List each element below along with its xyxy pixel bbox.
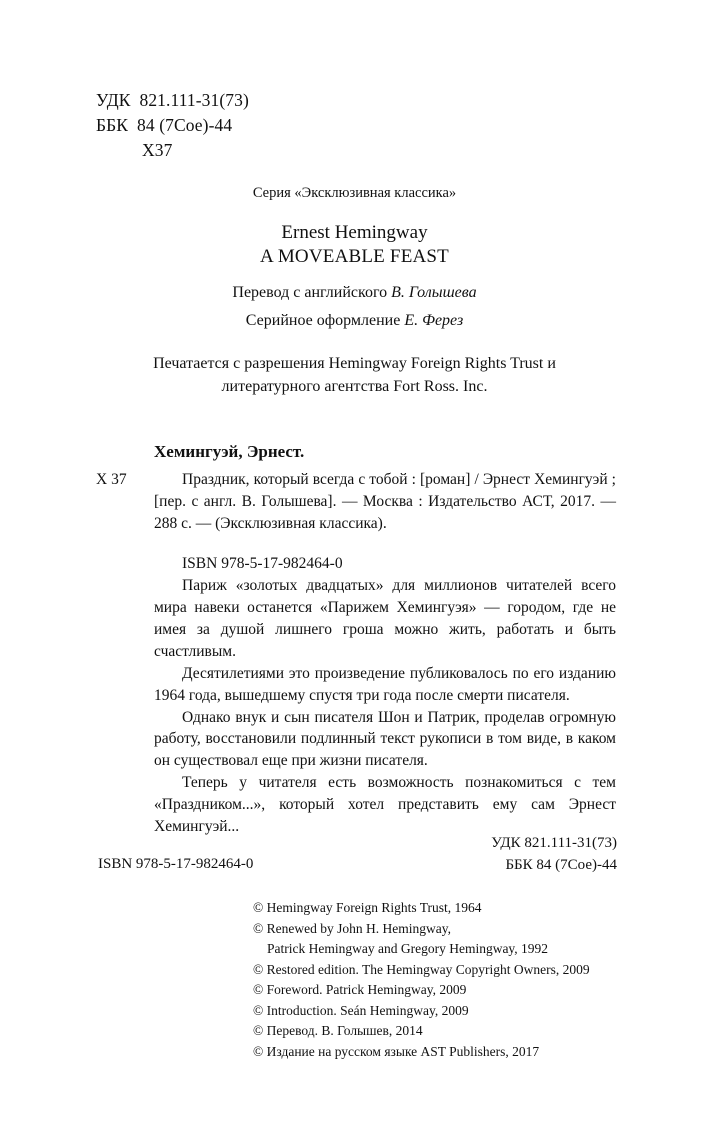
rights-statement (0, 352, 709, 398)
copyright-line-3: Patrick Hemingway and Gregory Hemingway, 1992 (267, 941, 549, 957)
copyright-line-7: © Перевод. В. Голышев, 2014 (253, 1023, 423, 1039)
record-sigla: Х 37 (96, 471, 127, 489)
translation-label: Перевод с английского (232, 284, 392, 301)
record-isbn: ISBN 978-5-17-982464-0 (182, 555, 343, 573)
copyright-line-2: © Renewed by John H. Hemingway, (253, 920, 451, 936)
title-group (0, 185, 709, 398)
footer-udk: УДК 821.111-31(73) (491, 835, 617, 851)
footer-classification (491, 833, 617, 877)
designer-name: Е. Ферез (404, 312, 464, 329)
record-body (96, 469, 616, 535)
translator-name: В. Голышева (391, 284, 477, 301)
annotation-paragraph-1: Париж «золотых двадцатых» для миллионов читателей всего мира навеки останется «Парижем Хемингуэя» — городом, где не имея за душой лишнего гроша можно жить, работать и быть счастливым. (154, 577, 616, 660)
series-name: Серия «Эксклюзивная классика» (252, 185, 457, 201)
shelf-code: Х37 (142, 139, 173, 160)
classification-block (96, 88, 249, 163)
design-credit (0, 312, 709, 330)
record-author: Хемингуэй, Эрнест. (154, 442, 305, 461)
annotation-paragraph-4: Теперь у читателя есть возможность познакомиться с тем «Праздником...», который хотел представить ему сам Эрнест Хемингуэй... (154, 774, 616, 836)
bibliographic-record (96, 440, 616, 589)
author-original: Ernest Hemingway (281, 222, 428, 243)
annotation-paragraph-3: Однако внук и сын писателя Шон и Патрик, проделав огромную работу, восстановили подлинный текст рукописи в том виде, в каком он существовал еще при жизни писателя. (154, 708, 616, 770)
annotation-block (154, 575, 616, 838)
copyright-block (253, 898, 590, 1062)
copyright-line-1: © Hemingway Foreign Rights Trust, 1964 (253, 900, 482, 915)
record-description: Праздник, который всегда с тобой : [роман] / Эрнест Хемингуэй ; [пер. с англ. В. Голышева]. — Москва : Издательство АСТ, 2017. — 288 с. — (Эксклюзивная классика). (154, 471, 616, 533)
title-original: A MOVEABLE FEAST (260, 246, 449, 267)
annotation-paragraph-2: Десятилетиями это произведение публиковалось по его изданию 1964 года, вышедшему спустя три года после смерти писателя. (154, 664, 616, 704)
bbk-code: ББК 84 (7Сое)-44 (96, 114, 233, 135)
translation-credit (0, 284, 709, 302)
copyright-line-8: © Издание на русском языке AST Publishers, 2017 (253, 1043, 540, 1059)
rights-line-1: Печатается с разрешения Hemingway Foreign Rights Trust и (153, 355, 556, 372)
footer-bbk: ББК 84 (7Сое)-44 (505, 856, 617, 873)
copyright-line-4: © Restored edition. The Hemingway Copyright Owners, 2009 (253, 961, 590, 977)
copyright-line-5: © Foreword. Patrick Hemingway, 2009 (253, 982, 467, 998)
design-label: Серийное оформление (245, 312, 405, 329)
udk-code: УДК 821.111-31(73) (96, 90, 249, 110)
copyright-line-6: © Introduction. Seán Hemingway, 2009 (253, 1002, 469, 1018)
rights-line-2: литературного агентства Fort Ross. Inc. (221, 378, 488, 396)
footer-isbn: ISBN 978-5-17-982464-0 (98, 856, 254, 872)
